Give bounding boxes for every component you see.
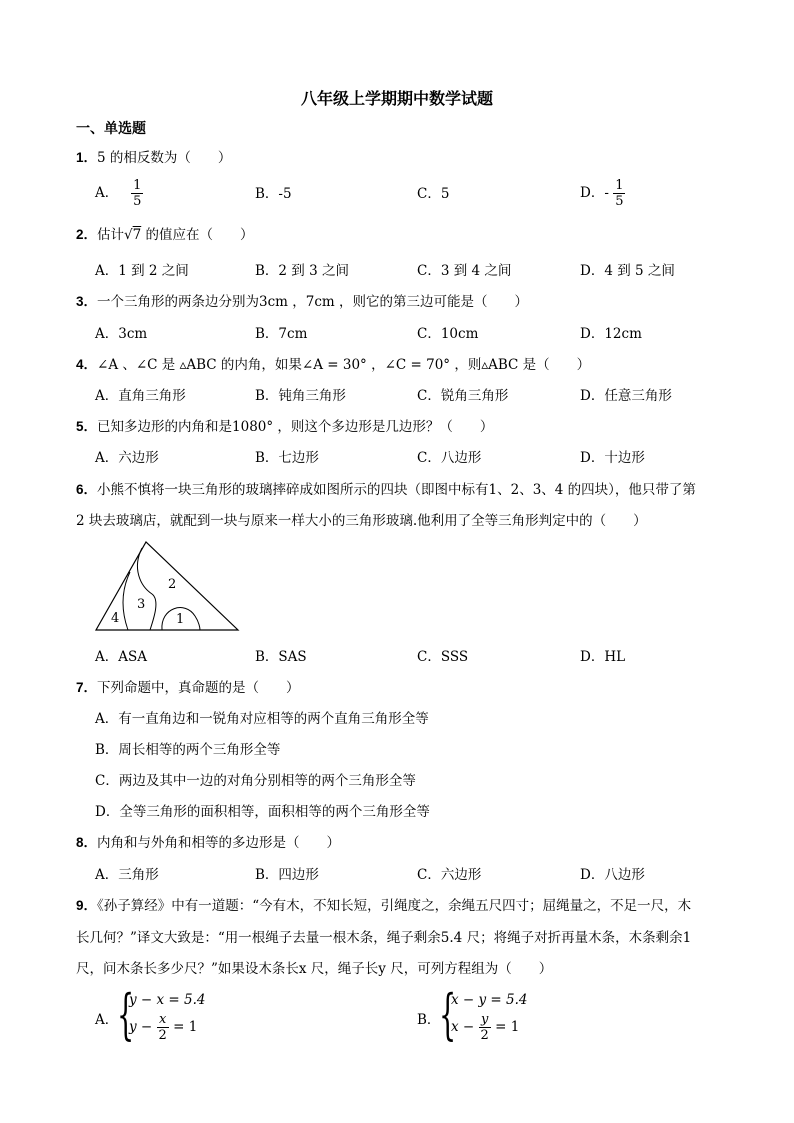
question-5 bbox=[76, 415, 493, 435]
option-a: A．3cm bbox=[95, 326, 148, 342]
piece-label-3: 3 bbox=[137, 597, 146, 612]
question-text: 小熊不慎将一块三角形的玻璃摔碎成如图所示的四块（即图中标有1、2、3、4 的四块），他只带了第 bbox=[97, 482, 696, 498]
fraction: $\frac{1}{5}$ bbox=[133, 178, 142, 209]
question-1 bbox=[76, 146, 231, 166]
piece-label-4: 4 bbox=[111, 611, 120, 626]
option-b: B．四边形 bbox=[255, 867, 319, 883]
option-b: B．钝角三角形 bbox=[255, 388, 346, 404]
question-7 bbox=[76, 676, 300, 696]
brace-symbol: { bbox=[439, 983, 457, 1046]
option-c: C．SSS bbox=[417, 649, 469, 665]
option-b: B．周长相等的两个三角形全等 bbox=[95, 742, 281, 758]
option-a: A．ASA bbox=[95, 649, 147, 665]
question-text: 已知多边形的内角和是1080° ，则这个多边形是几边形？（ ） bbox=[97, 419, 494, 435]
option-b: B．2 到 3 之间 bbox=[255, 263, 349, 279]
option-a-system bbox=[95, 983, 295, 1052]
option-a: A．六边形 bbox=[95, 450, 159, 466]
question-text: 一个三角形的两条边分别为3cm ，7cm ，则它的第三边可能是（ ） bbox=[97, 294, 528, 310]
question-number: 6． bbox=[76, 482, 98, 497]
broken-glass-figure bbox=[90, 538, 245, 634]
question-number: 4． bbox=[76, 357, 98, 372]
question-number: 8． bbox=[76, 835, 98, 850]
question-6-line2: 2 块去玻璃店，就配到一块与原来一样大小的三角形玻璃.他利用了全等三角形判定中的（ ） bbox=[76, 513, 647, 529]
question-number: 5． bbox=[76, 419, 98, 434]
question-6 bbox=[76, 478, 696, 498]
option-b: B．SAS bbox=[255, 649, 307, 665]
option-c: C．10cm bbox=[417, 326, 479, 342]
fraction: $\frac{1}{5}$ bbox=[615, 178, 624, 209]
question-2 bbox=[76, 223, 254, 243]
option-d: D．12cm bbox=[580, 326, 642, 342]
option-c: C．5 bbox=[417, 186, 450, 202]
equation-1: x − y = 5.4 bbox=[451, 992, 528, 1008]
option-label: A． bbox=[95, 185, 119, 201]
question-8 bbox=[76, 831, 340, 851]
question-text: 《孙子算经》中有一道题：“今有木，不知长短，引绳度之，余绳五尺四寸；屈绳量之，不足一尺，木 bbox=[97, 898, 692, 914]
question-text: 的值应在（ ） bbox=[145, 227, 254, 243]
question-text: 下列命题中，真命题的是（ ） bbox=[97, 680, 300, 696]
option-a bbox=[95, 178, 143, 209]
sqrt-radicand: 7 bbox=[132, 227, 142, 243]
option-b: B．-5 bbox=[255, 186, 292, 202]
question-number: 7． bbox=[76, 680, 98, 695]
option-a: A．有一直角边和一锐角对应相等的两个直角三角形全等 bbox=[95, 711, 429, 727]
equation-1: y − x = 5.4 bbox=[129, 992, 206, 1008]
question-text: 内角和与外角和相等的多边形是（ ） bbox=[97, 835, 341, 851]
option-d: D．八边形 bbox=[580, 867, 645, 883]
option-c: C．3 到 4 之间 bbox=[417, 263, 512, 279]
option-a: A．三角形 bbox=[95, 867, 159, 883]
piece-label-2: 2 bbox=[168, 577, 177, 592]
option-c: C．六边形 bbox=[417, 867, 482, 883]
option-d: D．HL bbox=[580, 649, 626, 665]
question-3 bbox=[76, 290, 528, 310]
option-d bbox=[580, 178, 625, 209]
question-4 bbox=[76, 353, 590, 373]
option-b: B．七边形 bbox=[255, 450, 319, 466]
option-a: A．直角三角形 bbox=[95, 388, 186, 404]
section-heading: 一、单选题 bbox=[76, 121, 146, 137]
piece-label-1: 1 bbox=[176, 612, 185, 627]
option-c: C．锐角三角形 bbox=[417, 388, 509, 404]
question-number: 9． bbox=[76, 898, 98, 913]
question-9 bbox=[76, 894, 691, 914]
question-9-line2: 长几何？”译文大致是：“用一根绳子去量一根木条，绳子剩余5.4 尺；将绳子对折再量木条，木条剩余1 bbox=[76, 930, 692, 946]
option-d: D．任意三角形 bbox=[580, 388, 672, 404]
question-text: 5 的相反数为（ ） bbox=[97, 150, 232, 166]
equation-2: y − $\frac{x}{2}$ = 1 bbox=[129, 1012, 198, 1043]
question-9-line3: 尺，问木条长多少尺？”如果设木条长x 尺，绳子长y 尺，可列方程组为（ ） bbox=[76, 961, 553, 977]
option-label: B． bbox=[417, 1012, 441, 1028]
option-c: C．八边形 bbox=[417, 450, 482, 466]
page-title: 八年级上学期期中数学试题 bbox=[300, 89, 493, 108]
sqrt-symbol: √ bbox=[124, 227, 133, 243]
equation-2: x − $\frac{y}{2}$ = 1 bbox=[451, 1012, 520, 1043]
option-b-system bbox=[417, 983, 617, 1052]
question-text: 估计 bbox=[97, 227, 125, 243]
option-label: A． bbox=[95, 1012, 119, 1028]
option-d: D．十边形 bbox=[580, 450, 645, 466]
option-b: B．7cm bbox=[255, 326, 308, 342]
brace-symbol: { bbox=[117, 983, 135, 1046]
question-text: ∠A 、∠C 是 ▵ABC 的内角，如果∠A = 30° ，∠C = 70° ，则▵ABC 是（ ） bbox=[97, 357, 591, 373]
option-label: D．- bbox=[580, 185, 609, 201]
crack-line bbox=[137, 548, 155, 630]
option-d: D．全等三角形的面积相等，面积相等的两个三角形全等 bbox=[95, 804, 430, 820]
option-c: C．两边及其中一边的对角分别相等的两个三角形全等 bbox=[95, 773, 416, 789]
option-d: D．4 到 5 之间 bbox=[580, 263, 675, 279]
question-number: 3． bbox=[76, 294, 98, 309]
question-number: 2． bbox=[76, 227, 98, 242]
option-a: A．1 到 2 之间 bbox=[95, 263, 189, 279]
question-number: 1． bbox=[76, 150, 98, 165]
